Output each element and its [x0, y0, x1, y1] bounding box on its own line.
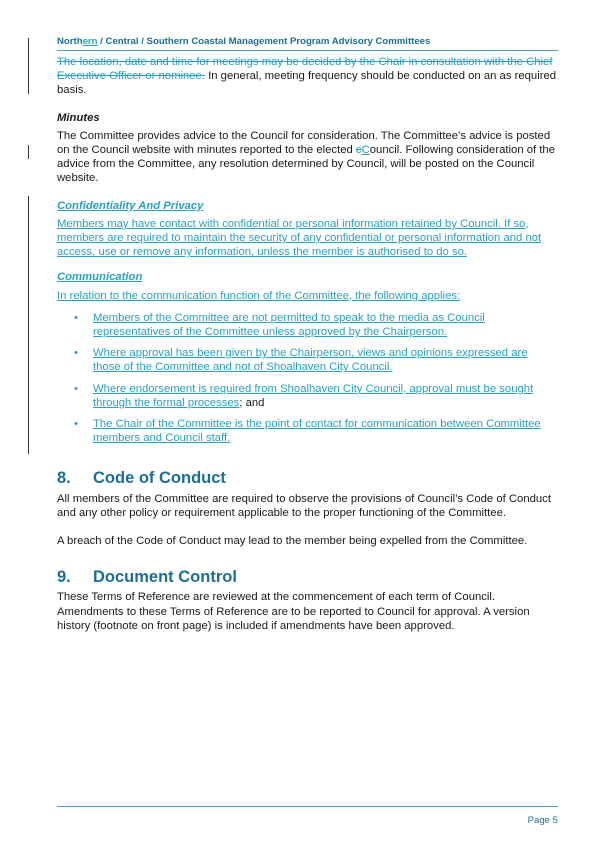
- deleted-text: The location, date and time for meetings may be decided by the Chair in consultation with the Chief Executive Officer or nominee.: [57, 56, 553, 83]
- revision-change-bar: [28, 145, 29, 159]
- section-9-heading: [57, 568, 558, 587]
- list-item: [57, 311, 558, 339]
- communication-intro: In relation to the communication function of the Committee, the following applies:: [57, 289, 461, 302]
- code-of-conduct-breach-paragraph: A breach of the Code of Conduct may lead to the member being expelled from the Committee.: [57, 535, 528, 548]
- minutes-paragraph: [57, 129, 558, 186]
- page-number: Page 5: [527, 815, 558, 826]
- bullet-text: Where approval has been given by the Chairperson, views and opinions expressed are those of the Committee and not of Shoalhaven City Council.: [93, 347, 528, 374]
- confidentiality-paragraph: Members may have contact with confidential or personal information retained by Council. If so, members are required to maintain the security of any confidential or personal information and not access, use or remove any information, unless the member is authorised to do so.: [57, 217, 542, 259]
- minutes-text-continued: ouncil. Following consideration of the advice from the Committee, any resolution determined by Council, will be posted on the Council website.: [57, 144, 556, 185]
- body-content: [57, 55, 558, 633]
- deleted-char: c: [355, 144, 362, 157]
- minutes-text: The Committee provides advice to the Council for consideration. The Committee’s advice is posted on the Council website with minutes reported to the elected: [57, 129, 551, 157]
- inserted-char: C: [361, 144, 370, 157]
- confidentiality-heading: Confidentiality And Privacy: [57, 199, 204, 212]
- header-title-prefix: North: [57, 36, 83, 47]
- bullet-icon: •: [74, 382, 78, 395]
- bullet-icon: •: [74, 347, 78, 360]
- page-header: [57, 36, 558, 51]
- list-item: [57, 346, 558, 374]
- section-number: 9.: [57, 568, 71, 587]
- section-title: Document Control: [93, 568, 237, 587]
- header-title-rest: / Central / Southern Coastal Management Program Advisory Committees: [97, 36, 431, 47]
- section-number: 8.: [57, 469, 71, 488]
- bullet-text: Where endorsement is required from Shoalhaven City Council, approval must be sought through the formal processes: [93, 382, 534, 409]
- minutes-heading: Minutes: [57, 111, 100, 124]
- section-8-heading: [57, 469, 558, 488]
- list-item: [57, 382, 558, 410]
- list-item: [57, 417, 558, 445]
- bullet-text: The Chair of the Committee is the point of contact for communication between Committee members and Council staff.: [93, 418, 541, 445]
- header-title-insertion: ern: [82, 36, 98, 47]
- meeting-intro-paragraph: [57, 55, 558, 98]
- communication-heading: Communication: [57, 271, 143, 284]
- bullet-icon: •: [74, 311, 78, 324]
- revision-change-bar: [28, 38, 29, 94]
- section-title: Code of Conduct: [93, 469, 226, 488]
- bullet-text: Members of the Committee are not permitted to speak to the media as Council representatives of the Committee unless approved by the Chairperson.: [93, 311, 485, 339]
- document-control-paragraph: These Terms of Reference are reviewed at the commencement of each term of Council. Amendments to these Terms of Reference are to be reported to Council for approval. A version history (footnote on front page) is included if amendments have been approved.: [57, 591, 530, 632]
- communication-bullet-list: [57, 311, 558, 446]
- page-footer: [57, 806, 558, 826]
- revision-change-bar: [28, 196, 29, 454]
- bullet-suffix: ; and: [239, 396, 265, 409]
- code-of-conduct-paragraph: All members of the Committee are required to observe the provisions of Council’s Code of Conduct and any other policy or requirement applicable to the proper functioning of the Committee.: [57, 492, 551, 519]
- bullet-icon: •: [74, 418, 78, 431]
- intro-text: In general, meeting frequency should be conducted on an as required basis.: [57, 70, 557, 97]
